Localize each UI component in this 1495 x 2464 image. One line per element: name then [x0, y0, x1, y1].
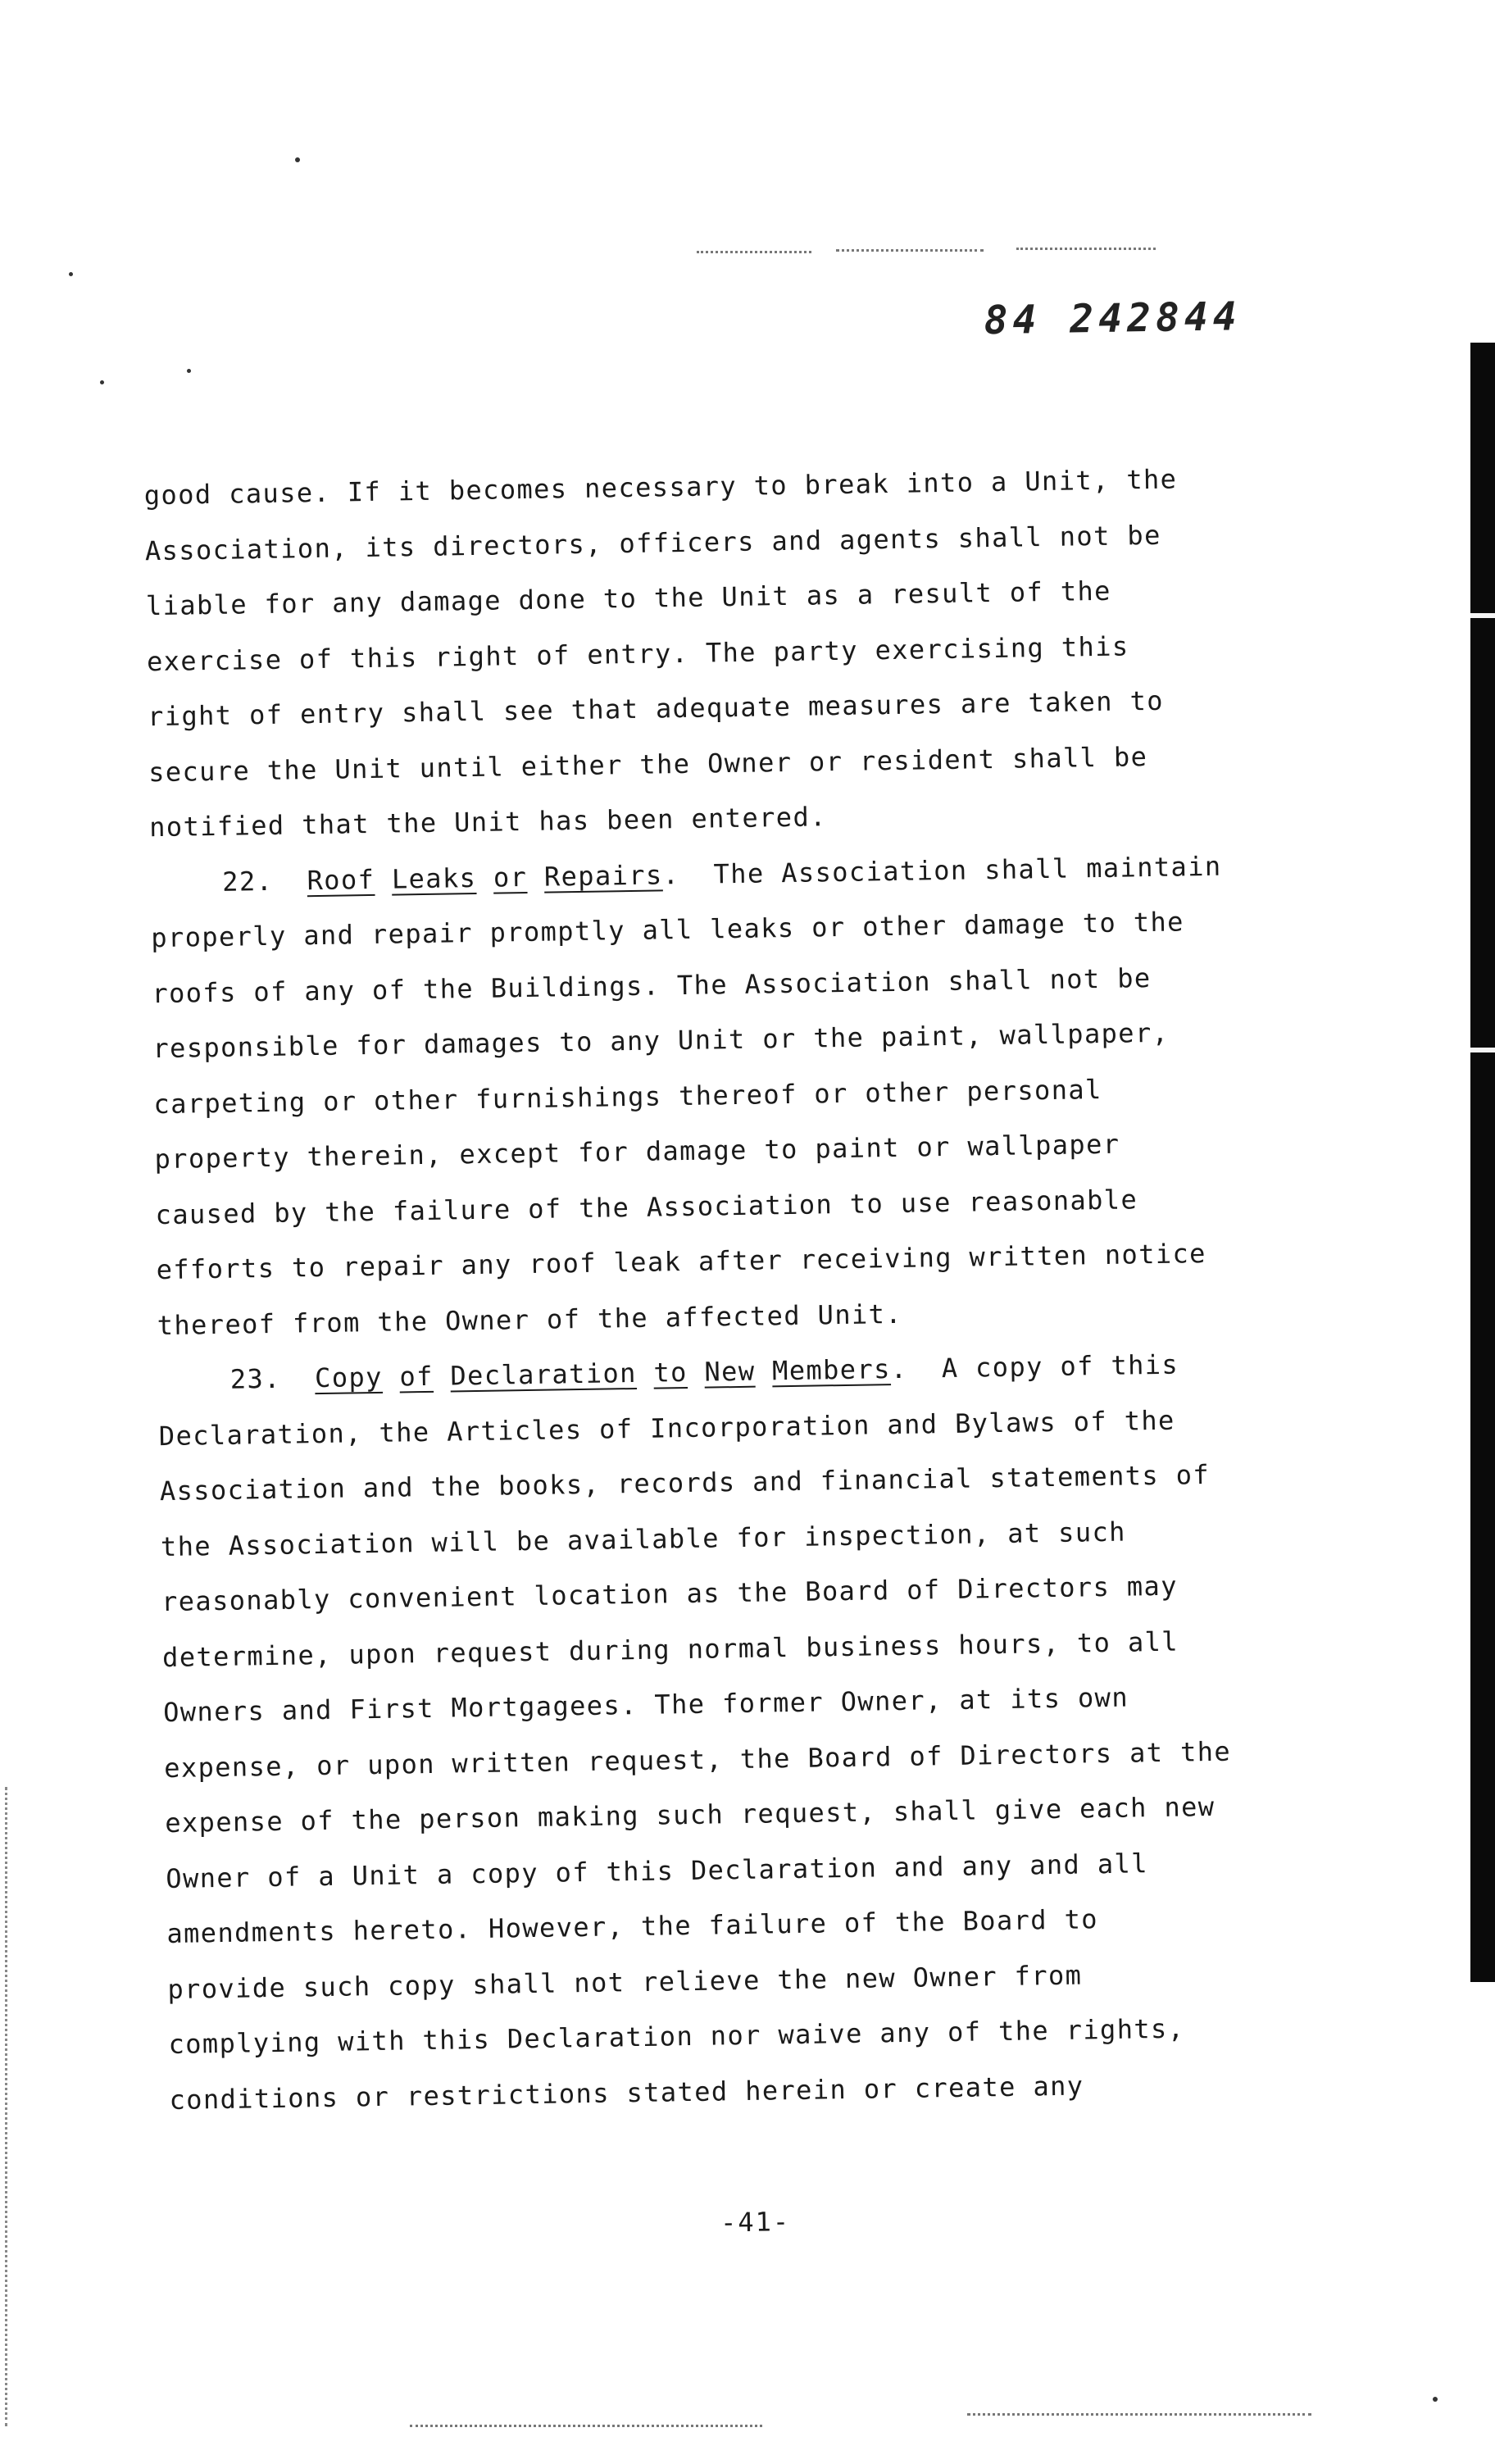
text-line: property therein, except for damage to paint or wallpaper — [154, 1128, 1120, 1175]
text-line: Declaration, the Articles of Incorporation and Bylaws of the — [158, 1404, 1175, 1452]
text-line: responsible for damages to any Unit or the paint, wallpaper, — [152, 1016, 1170, 1065]
section-number: 23. — [229, 1362, 282, 1395]
text-line: complying with this Declaration nor waive any of the rights, — [168, 2012, 1185, 2061]
scan-speck — [1433, 2397, 1438, 2402]
text-line: Owners and First Mortgagees. The former Owner, at its own — [162, 1681, 1129, 1729]
document-number: 84 242844 — [984, 293, 1243, 344]
scan-speck — [100, 380, 104, 384]
text-line: Association, its directors, officers and agents shall not be — [144, 519, 1161, 566]
scan-margin-marks — [5, 1787, 14, 2426]
text-line: determine, upon request during normal business hours, to all — [161, 1625, 1179, 1673]
text-line: secure the Unit until either the Owner or resident shall be — [148, 740, 1148, 788]
scan-speck — [187, 369, 191, 373]
section-heading-word: Leaks — [391, 861, 477, 895]
section-heading-word: Members — [771, 1353, 892, 1387]
section-first-line: A copy of this — [941, 1348, 1179, 1384]
scan-dash — [836, 249, 984, 252]
text-line: notified that the Unit has been entered. — [148, 801, 828, 843]
text-line: right of entry shall see that adequate measures are taken to — [147, 684, 1165, 733]
text-line: expense of the person making such request, shall give each new — [164, 1790, 1216, 1839]
text-line: roofs of any of the Buildings. The Association shall not be — [152, 962, 1152, 1009]
page-number: -41- — [720, 2206, 791, 2239]
text-line: the Association will be available for inspection, at such — [160, 1516, 1127, 1562]
text-line: reasonably convenient location as the Board of Directors may — [161, 1570, 1179, 1618]
section-heading-word: Declaration — [450, 1357, 638, 1392]
section-heading-word: Roof — [307, 863, 375, 896]
section-heading-word: Repairs — [543, 858, 663, 893]
text-line: good cause. If it becomes necessary to break into a Unit, the — [143, 463, 1178, 511]
text-line: properly and repair promptly all leaks or other damage to the — [151, 906, 1185, 954]
section-heading-word: or — [493, 861, 528, 893]
text-line: provide such copy shall not relieve the new Owner from — [167, 1959, 1083, 2005]
text-line: carpeting or other furnishings thereof or other personal — [153, 1073, 1102, 1120]
text-line: caused by the failure of the Association to use reasonable — [155, 1183, 1138, 1230]
section-heading-word: of — [399, 1360, 434, 1393]
section-number: 22. — [221, 865, 274, 898]
section-heading-word: Copy — [314, 1361, 384, 1394]
section-heading-end: . — [662, 858, 680, 890]
section-heading-end: . — [890, 1352, 908, 1385]
scan-dash — [410, 2425, 762, 2427]
scan-dash — [1016, 248, 1156, 250]
scan-dash — [967, 2413, 1311, 2416]
scan-notch — [1470, 613, 1495, 618]
scan-notch — [1470, 1048, 1495, 1052]
text-line: conditions or restrictions stated herein or create any — [169, 2069, 1084, 2116]
text-line: thereof from the Owner of the affected Unit. — [157, 1298, 903, 1341]
text-line: efforts to repair any roof leak after receiving written notice — [156, 1238, 1207, 1286]
scan-edge-shadow — [1470, 343, 1495, 1982]
text-line: amendments hereto. However, the failure of the Board to — [166, 1903, 1099, 1950]
scan-dash — [697, 251, 811, 253]
text-line: Association and the books, records and financial statements of — [159, 1458, 1211, 1507]
body-text — [143, 451, 1301, 2128]
scan-speck — [295, 157, 300, 162]
text-line: exercise of this right of entry. The party exercising this — [146, 630, 1129, 677]
text-line: expense, or upon written request, the Board of Directors at the — [163, 1735, 1232, 1784]
section-first-line: The Association shall maintain — [713, 850, 1222, 889]
section-heading-word: to — [653, 1356, 688, 1389]
section-heading-word: New — [704, 1355, 756, 1388]
text-line: liable for any damage done to the Unit as a result of the — [145, 575, 1112, 622]
scan-speck — [69, 272, 73, 276]
text-line: Owner of a Unit a copy of this Declaration and any and all — [166, 1847, 1149, 1894]
